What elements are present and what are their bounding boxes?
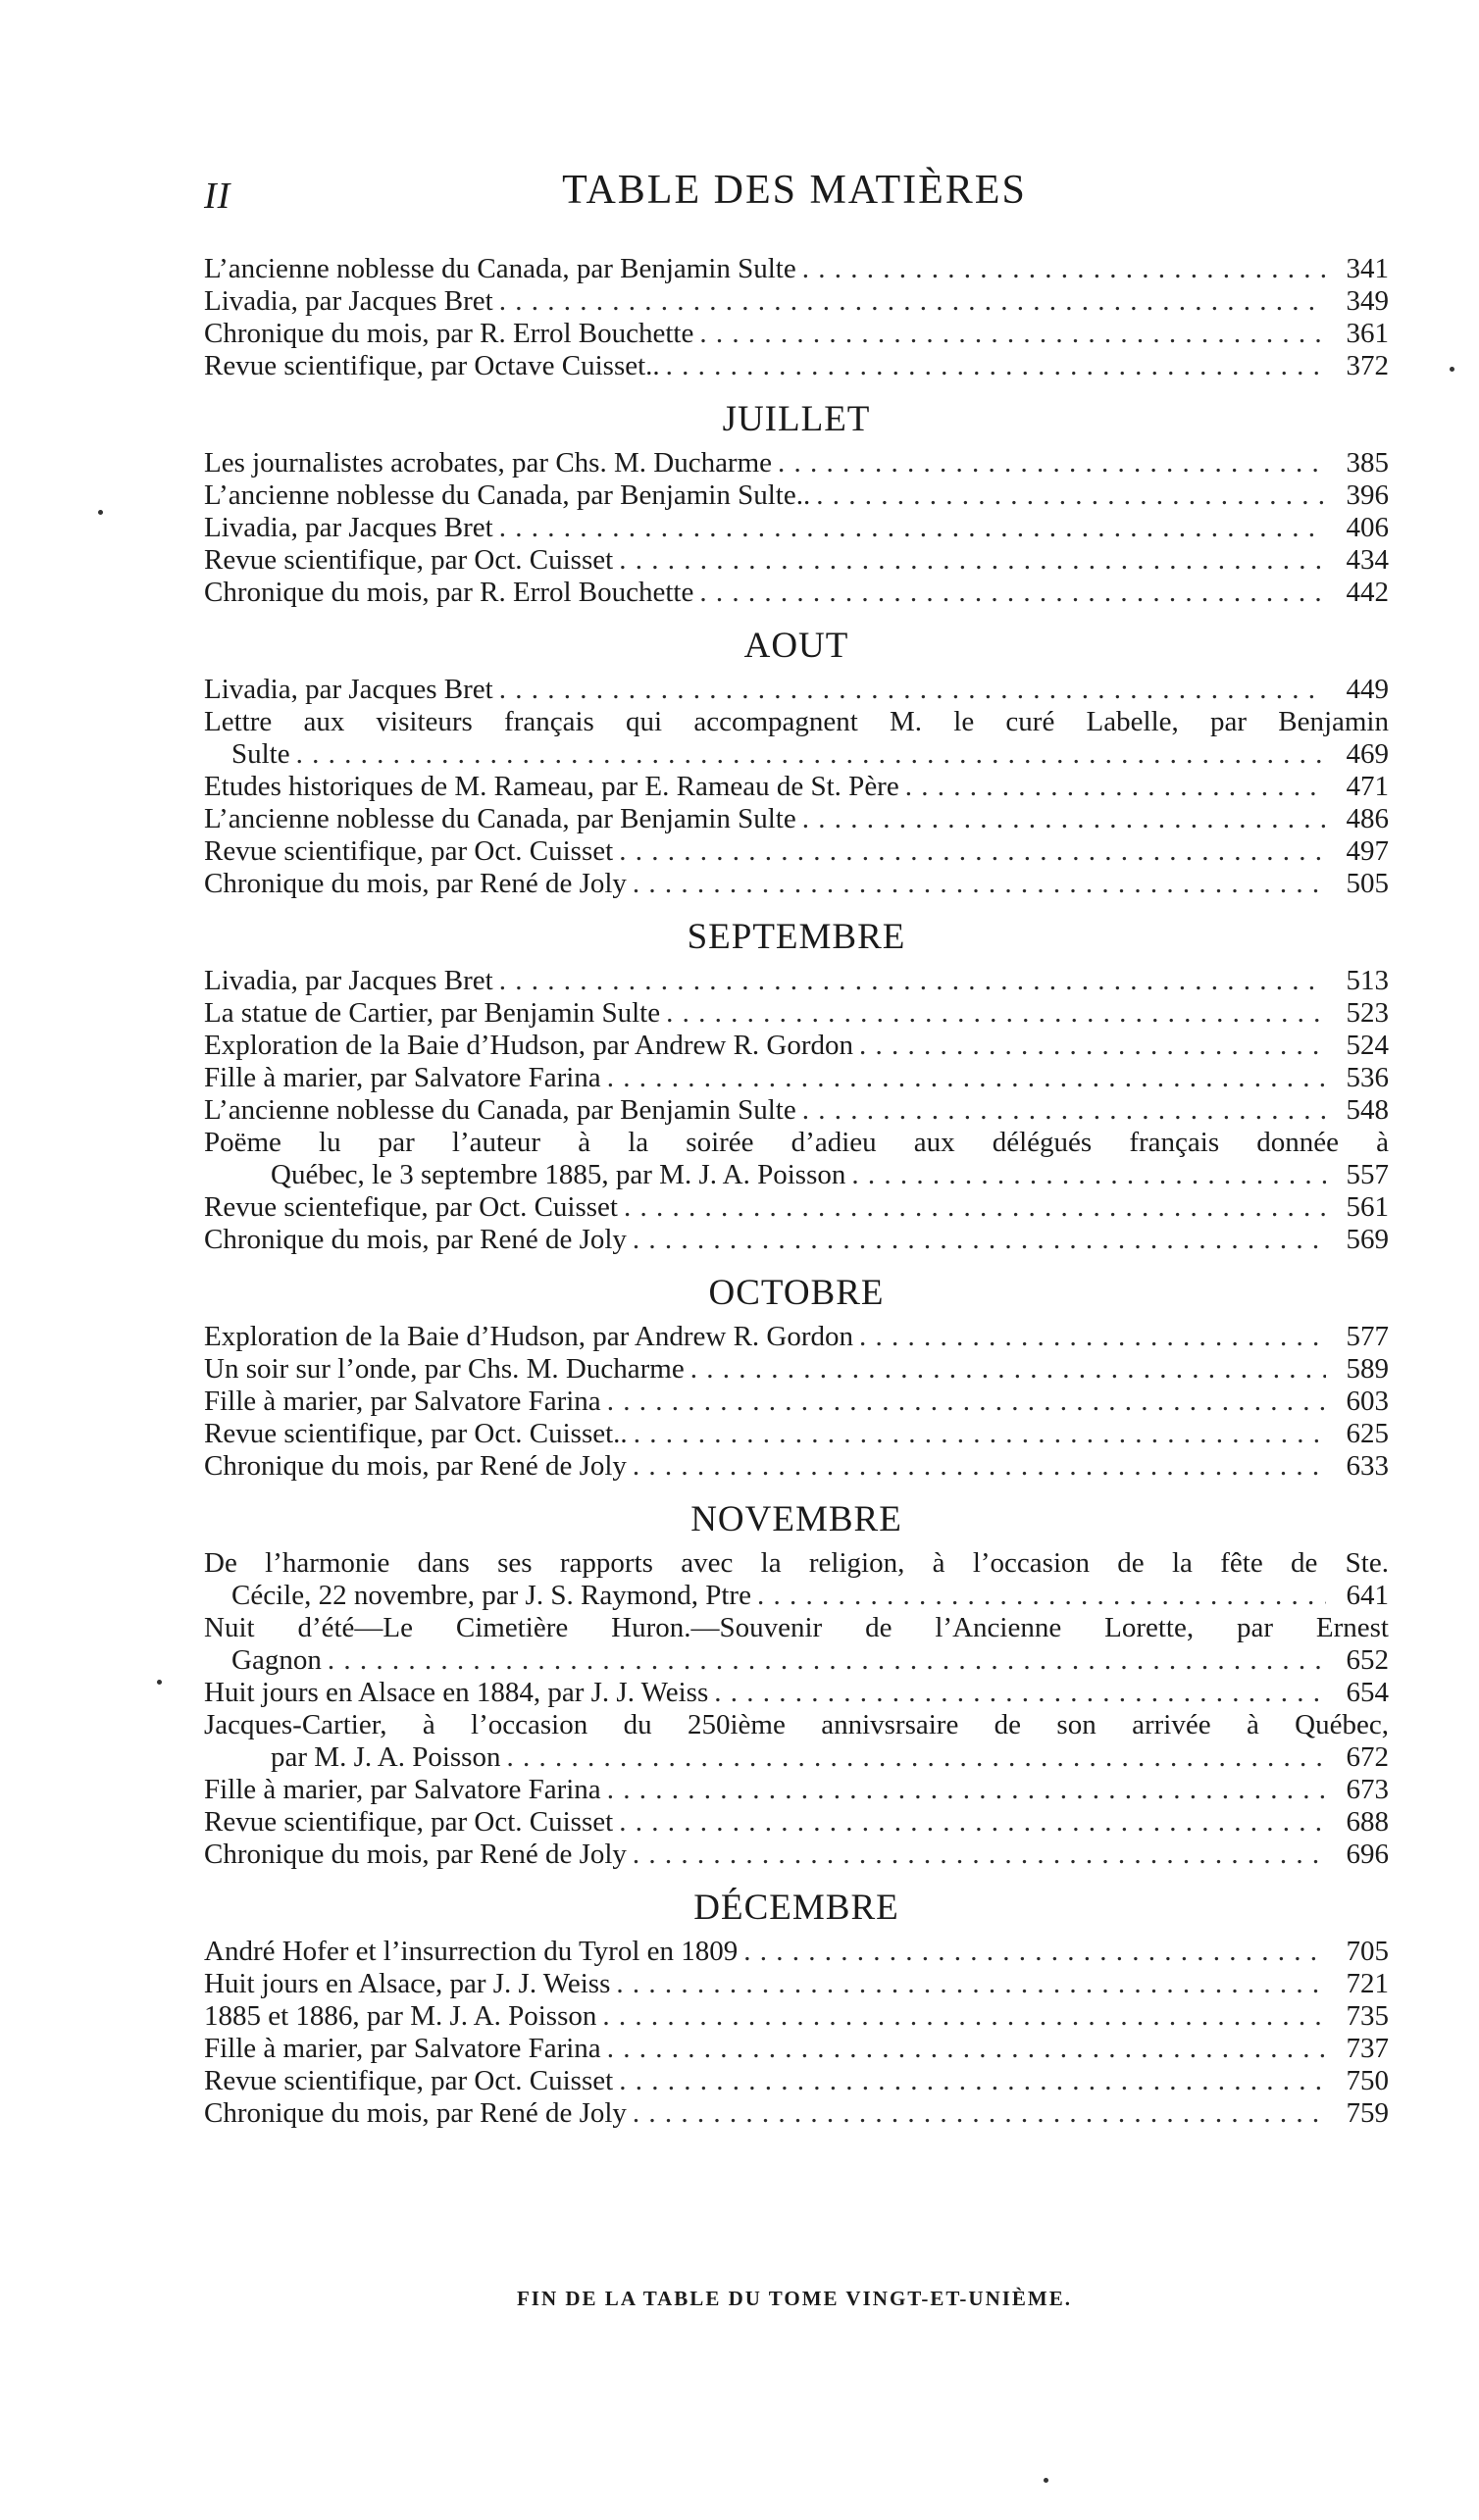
- page-number: 513: [1346, 965, 1389, 996]
- page-title: TABLE DES MATIÈRES: [562, 168, 1027, 213]
- dot-leader: [627, 2097, 1326, 2130]
- entry-title: Livadia, par Jacques Bret: [204, 965, 493, 996]
- dot-leader: [601, 2033, 1326, 2065]
- entry-line: [204, 1094, 1389, 1127]
- page-folio: II: [204, 176, 231, 217]
- entry-title: Chronique du mois, par R. Errol Bouchette: [204, 577, 694, 608]
- toc-entry: [204, 835, 1389, 868]
- dot-leader: [796, 253, 1326, 285]
- entry-line: [204, 965, 1389, 997]
- entry-title: Revue scientifique, par Oct. Cuisset: [204, 1806, 614, 1838]
- dot-leader: [618, 1191, 1326, 1224]
- page-number: 561: [1346, 1191, 1389, 1223]
- dot-leader: [853, 1030, 1326, 1062]
- dot-leader: [613, 835, 1326, 868]
- toc-entry: [204, 1547, 1389, 1612]
- dot-leader: [693, 318, 1326, 350]
- table-of-contents: [204, 253, 1389, 2130]
- entry-line: [204, 1224, 1389, 1256]
- dot-leader: [601, 1386, 1326, 1418]
- dot-leader: [613, 544, 1326, 577]
- toc-entry: [204, 1094, 1389, 1127]
- page-number: 442: [1346, 577, 1389, 608]
- entry-line: [204, 544, 1389, 577]
- toc-section: [204, 1883, 1389, 2130]
- entry-line: [204, 1741, 1389, 1774]
- entry-line: [204, 577, 1389, 609]
- toc-entry: [204, 1936, 1389, 1968]
- page-number: 396: [1346, 479, 1389, 511]
- dot-leader: [796, 803, 1326, 835]
- toc-entry: [204, 1612, 1389, 1677]
- page-number: 759: [1346, 2097, 1389, 2129]
- entry-title: Un soir sur l’onde, par Chs. M. Ducharme: [204, 1353, 685, 1385]
- entry-title: Chronique du mois, par René de Joly: [204, 1839, 627, 1870]
- page-number: 361: [1346, 318, 1389, 349]
- print-speck: [1044, 2478, 1048, 2483]
- page-number: 654: [1346, 1677, 1389, 1708]
- entry-title: Revue scientifique, par Oct. Cuisset: [204, 2065, 614, 2096]
- page-number: 737: [1346, 2033, 1389, 2064]
- entry-line: [204, 1353, 1389, 1386]
- entry-title: Exploration de la Baie d’Hudson, par Andrew R. Gordon: [204, 1321, 854, 1352]
- dot-leader: [685, 1353, 1326, 1386]
- entry-title: Chronique du mois, par René de Joly: [204, 868, 627, 899]
- entry-title: L’ancienne noblesse du Canada, par Benjamin Sulte: [204, 253, 796, 284]
- page-number: 557: [1346, 1159, 1389, 1190]
- page-number: 696: [1346, 1839, 1389, 1870]
- toc-entry: [204, 2033, 1389, 2065]
- dot-leader: [660, 350, 1326, 382]
- month-heading: OCTOBRE: [708, 1273, 885, 1313]
- entry-line: [204, 771, 1389, 803]
- toc-section: [204, 621, 1389, 900]
- page-number: 589: [1346, 1353, 1389, 1385]
- entry-title-lead: Nuit d’été—Le Cimetière Huron.—Souvenir de l’Ancienne Lorette, par Ernest: [204, 1612, 1389, 1643]
- entry-title: Sulte: [231, 738, 290, 770]
- page-number: 341: [1346, 253, 1389, 284]
- entry-title: Revue scientifique, par Oct. Cuisset: [204, 835, 614, 867]
- page-number: 524: [1346, 1030, 1389, 1061]
- print-speck: [1450, 367, 1454, 372]
- entry-title: Fille à marier, par Salvatore Farina: [204, 2033, 601, 2064]
- entry-title: Huit jours en Alsace en 1884, par J. J. Weiss: [204, 1677, 709, 1708]
- entry-line: [204, 1580, 1389, 1612]
- toc-entry: [204, 285, 1389, 318]
- entry-title: André Hofer et l’insurrection du Tyrol en 1809: [204, 1936, 739, 1967]
- page-number: 505: [1346, 868, 1389, 899]
- entry-line: [204, 1839, 1389, 1871]
- page-number: 603: [1346, 1386, 1389, 1417]
- print-speck: [98, 510, 103, 515]
- toc-entry: [204, 1353, 1389, 1386]
- entry-title-lead: Lettre aux visiteurs français qui accompagnent M. le curé Labelle, par Benjamin: [204, 706, 1389, 737]
- page-number: 385: [1346, 447, 1389, 479]
- toc-entry: [204, 1774, 1389, 1806]
- dot-leader: [853, 1321, 1326, 1353]
- month-heading: SEPTEMBRE: [687, 917, 906, 957]
- month-heading: NOVEMBRE: [690, 1499, 902, 1539]
- entry-line: [204, 1062, 1389, 1094]
- toc-entry: [204, 1127, 1389, 1191]
- toc-entry: [204, 997, 1389, 1030]
- entry-title: 1885 et 1886, par M. J. A. Poisson: [204, 2000, 597, 2032]
- toc-section: [204, 394, 1389, 609]
- entry-title: Québec, le 3 septembre 1885, par M. J. A. Poisson: [271, 1159, 846, 1190]
- toc-entry: [204, 2097, 1389, 2130]
- entry-line: [204, 1159, 1389, 1191]
- toc-entry: [204, 1806, 1389, 1839]
- entry-title: Revue scientefique, par Oct. Cuisset: [204, 1191, 618, 1223]
- entry-title: La statue de Cartier, par Benjamin Sulte: [204, 997, 661, 1029]
- entry-title: Etudes historiques de M. Rameau, par E. Rameau de St. Père: [204, 771, 899, 802]
- dot-leader: [493, 512, 1326, 544]
- toc-entry: [204, 771, 1389, 803]
- entry-line: [204, 1321, 1389, 1353]
- entry-line: [204, 1191, 1389, 1224]
- entry-title-lead: Jacques-Cartier, à l’occasion du 250ième annivsrsaire de son arrivée à Québec,: [204, 1709, 1389, 1740]
- dot-leader: [627, 868, 1326, 900]
- dot-leader: [738, 1936, 1326, 1968]
- dot-leader: [493, 674, 1326, 706]
- page-number: 750: [1346, 2065, 1389, 2096]
- entry-title: Chronique du mois, par René de Joly: [204, 2097, 627, 2129]
- entry-title: Chronique du mois, par René de Joly: [204, 1450, 627, 1482]
- toc-entry: [204, 2000, 1389, 2033]
- entry-line: [204, 1644, 1389, 1677]
- dot-leader: [660, 997, 1326, 1030]
- entry-line: [204, 447, 1389, 479]
- entry-line: [204, 835, 1389, 868]
- dot-leader: [601, 1774, 1326, 1806]
- entry-title: Fille à marier, par Salvatore Farina: [204, 1062, 601, 1093]
- entry-line: [204, 285, 1389, 318]
- toc-section: [204, 253, 1389, 382]
- print-speck: [157, 1680, 162, 1685]
- page-number: 721: [1346, 1968, 1389, 1999]
- toc-entry: [204, 706, 1389, 771]
- dot-leader: [613, 1806, 1326, 1839]
- toc-entry: [204, 1418, 1389, 1450]
- dot-leader: [610, 1968, 1326, 2000]
- toc-entry: [204, 1968, 1389, 2000]
- entry-line: [204, 1968, 1389, 2000]
- dot-leader: [628, 1418, 1326, 1450]
- entry-line: [204, 512, 1389, 544]
- entry-title: Cécile, 22 novembre, par J. S. Raymond, Ptre: [231, 1580, 751, 1611]
- entry-title: par M. J. A. Poisson: [271, 1741, 501, 1773]
- entry-line: [204, 479, 1389, 512]
- entry-line: [204, 350, 1389, 382]
- page-number: 625: [1346, 1418, 1389, 1449]
- dot-leader: [627, 1839, 1326, 1871]
- toc-entry: [204, 868, 1389, 900]
- entry-title: Livadia, par Jacques Bret: [204, 512, 493, 543]
- toc-entry: [204, 965, 1389, 997]
- entry-line: [204, 1030, 1389, 1062]
- dot-leader: [601, 1062, 1326, 1094]
- toc-entry: [204, 1224, 1389, 1256]
- entry-title-lead: Poëme lu par l’auteur à la soirée d’adieu aux délégués français donnée à: [204, 1127, 1389, 1158]
- page-number: 349: [1346, 285, 1389, 317]
- entry-line: [204, 1418, 1389, 1450]
- entry-title: Fille à marier, par Salvatore Farina: [204, 1386, 601, 1417]
- dot-leader: [708, 1677, 1326, 1709]
- dot-leader: [596, 2000, 1326, 2033]
- entry-title: Livadia, par Jacques Bret: [204, 674, 493, 705]
- page-number: 434: [1346, 544, 1389, 576]
- dot-leader: [493, 285, 1326, 318]
- entry-title: Gagnon: [231, 1644, 322, 1676]
- entry-title: Exploration de la Baie d’Hudson, par Andrew R. Gordon: [204, 1030, 854, 1061]
- toc-entry: [204, 1386, 1389, 1418]
- month-heading: DÉCEMBRE: [693, 1888, 899, 1928]
- entry-line: [204, 868, 1389, 900]
- toc-entry: [204, 803, 1389, 835]
- page-number: 536: [1346, 1062, 1389, 1093]
- toc-entry: [204, 1062, 1389, 1094]
- entry-title: Revue scientifique, par Oct. Cuisset..: [204, 1418, 628, 1449]
- entry-title: Fille à marier, par Salvatore Farina: [204, 1774, 601, 1805]
- entry-line: [204, 1936, 1389, 1968]
- toc-entry: [204, 447, 1389, 479]
- page-number: 641: [1346, 1580, 1389, 1611]
- toc-entry: [204, 674, 1389, 706]
- page-number: 548: [1346, 1094, 1389, 1126]
- entry-line: [204, 1386, 1389, 1418]
- page-number: 486: [1346, 803, 1389, 834]
- page-number: 652: [1346, 1644, 1389, 1676]
- toc-entry: [204, 544, 1389, 577]
- entry-title: L’ancienne noblesse du Canada, par Benjamin Sulte..: [204, 479, 811, 511]
- toc-entry: [204, 577, 1389, 609]
- toc-entry: [204, 512, 1389, 544]
- toc-entry: [204, 2065, 1389, 2097]
- toc-entry: [204, 350, 1389, 382]
- toc-section: [204, 912, 1389, 1256]
- toc-entry: [204, 253, 1389, 285]
- entry-title-lead: De l’harmonie dans ses rapports avec la religion, à l’occasion de la fête de Ste.: [204, 1547, 1389, 1579]
- dot-leader: [796, 1094, 1326, 1127]
- page-number: 469: [1346, 738, 1389, 770]
- toc-entry: [204, 1450, 1389, 1483]
- entry-line: [204, 997, 1389, 1030]
- toc-entry: [204, 1030, 1389, 1062]
- entry-line: [204, 1677, 1389, 1709]
- entry-line: [204, 253, 1389, 285]
- toc-entry: [204, 318, 1389, 350]
- dot-leader: [845, 1159, 1326, 1191]
- toc-entry: [204, 1839, 1389, 1871]
- entry-line: [204, 738, 1389, 771]
- entry-title: Chronique du mois, par René de Joly: [204, 1224, 627, 1255]
- entry-line: [204, 2000, 1389, 2033]
- page-number: 735: [1346, 2000, 1389, 2032]
- page-number: 523: [1346, 997, 1389, 1029]
- entry-title: L’ancienne noblesse du Canada, par Benjamin Sulte: [204, 803, 796, 834]
- toc-entry: [204, 1191, 1389, 1224]
- month-heading: AOUT: [743, 626, 849, 666]
- dot-leader: [613, 2065, 1326, 2097]
- page-number: 577: [1346, 1321, 1389, 1352]
- dot-leader: [772, 447, 1326, 479]
- entry-title: Revue scientifique, par Oct. Cuisset: [204, 544, 614, 576]
- page-number: 471: [1346, 771, 1389, 802]
- page-number: 497: [1346, 835, 1389, 867]
- dot-leader: [810, 479, 1326, 512]
- entry-line: [204, 803, 1389, 835]
- entry-line: [204, 2097, 1389, 2130]
- dot-leader: [290, 738, 1326, 771]
- entry-title: Revue scientifique, par Octave Cuisset..: [204, 350, 660, 381]
- dot-leader: [322, 1644, 1326, 1677]
- entry-title: L’ancienne noblesse du Canada, par Benjamin Sulte: [204, 1094, 796, 1126]
- entry-title: Les journalistes acrobates, par Chs. M. Ducharme: [204, 447, 773, 479]
- dot-leader: [493, 965, 1326, 997]
- dot-leader: [500, 1741, 1326, 1774]
- dot-leader: [627, 1224, 1326, 1256]
- page-number: 569: [1346, 1224, 1389, 1255]
- entry-line: [204, 1450, 1389, 1483]
- toc-entry: [204, 479, 1389, 512]
- entry-title: Chronique du mois, par R. Errol Bouchette: [204, 318, 694, 349]
- toc-entry: [204, 1677, 1389, 1709]
- toc-section: [204, 1268, 1389, 1483]
- page-number: 688: [1346, 1806, 1389, 1838]
- entry-line: [204, 318, 1389, 350]
- page-number: 406: [1346, 512, 1389, 543]
- page-number: 372: [1346, 350, 1389, 381]
- dot-leader: [899, 771, 1326, 803]
- page-number: 705: [1346, 1936, 1389, 1967]
- entry-title: Livadia, par Jacques Bret: [204, 285, 493, 317]
- dot-leader: [627, 1450, 1326, 1483]
- entry-title: Huit jours en Alsace, par J. J. Weiss: [204, 1968, 611, 1999]
- toc-entry: [204, 1709, 1389, 1774]
- entry-line: [204, 674, 1389, 706]
- month-heading: JUILLET: [722, 399, 871, 439]
- dot-leader: [751, 1580, 1326, 1612]
- page-number: 672: [1346, 1741, 1389, 1773]
- page-number: 673: [1346, 1774, 1389, 1805]
- dot-leader: [693, 577, 1326, 609]
- entry-line: [204, 1774, 1389, 1806]
- page-number: 449: [1346, 674, 1389, 705]
- entry-line: [204, 1806, 1389, 1839]
- end-of-table-note: FIN DE LA TABLE DU TOME VINGT-ET-UNIÈME.: [516, 2287, 1073, 2310]
- entry-line: [204, 2065, 1389, 2097]
- toc-entry: [204, 1321, 1389, 1353]
- entry-line: [204, 2033, 1389, 2065]
- toc-section: [204, 1494, 1389, 1871]
- page-number: 633: [1346, 1450, 1389, 1482]
